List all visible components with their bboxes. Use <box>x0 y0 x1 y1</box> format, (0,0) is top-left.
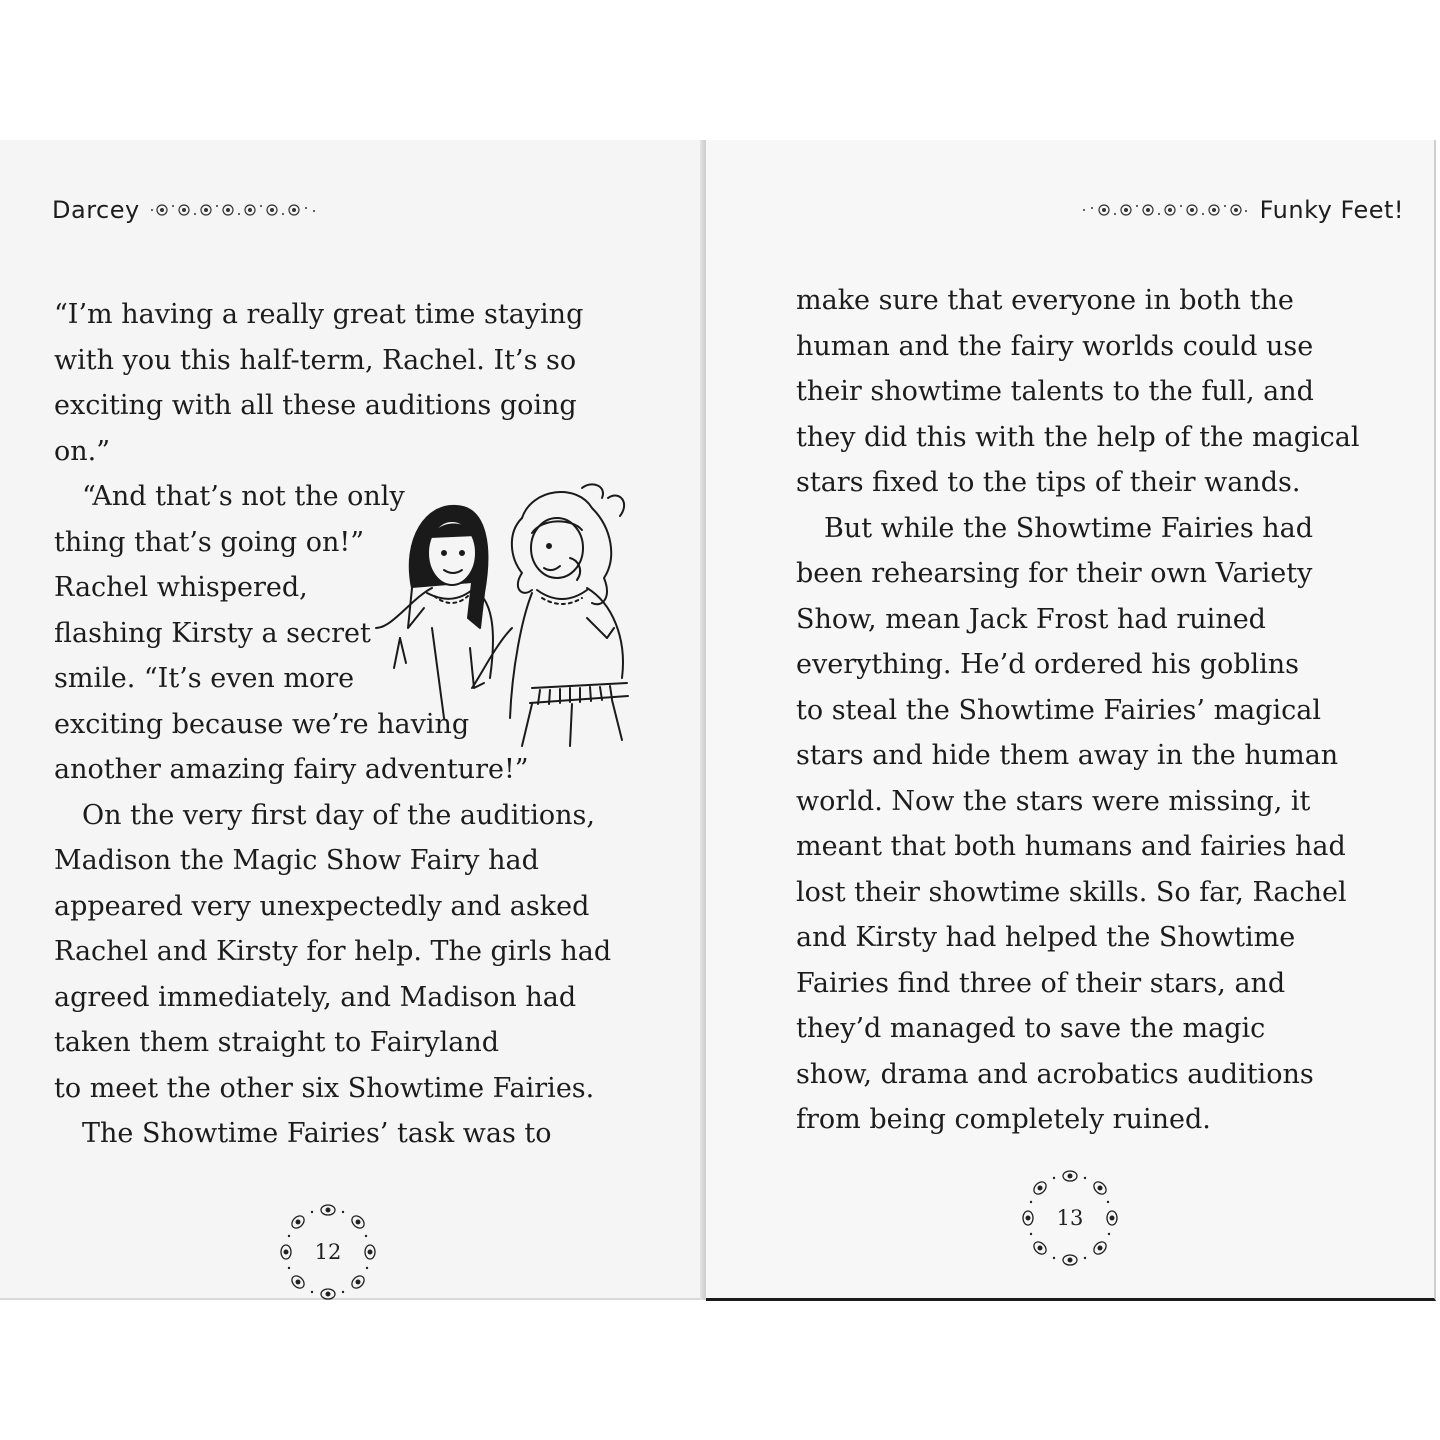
text-line: make sure that everyone in both the <box>796 285 1294 316</box>
text-line: world. Now the stars were missing, it <box>796 785 1311 817</box>
text-line: from being completely ruined. <box>796 1104 1211 1135</box>
text-line: Madison the Magic Show Fairy had <box>54 845 539 876</box>
text-line: flashing Kirsty a secret <box>54 617 371 649</box>
right-page-number <box>1018 1166 1122 1270</box>
text-line: another amazing fairy adventure!” <box>54 754 529 785</box>
text-line: show, drama and acrobatics auditions <box>796 1058 1314 1090</box>
book-spread <box>0 140 1440 1300</box>
left-page-number <box>276 1200 380 1304</box>
text-line: lost their showtime skills. So far, Rachel <box>796 876 1347 908</box>
flower-border-ornament-icon <box>150 200 320 220</box>
text-line: “I’m having a really great time staying <box>54 299 584 330</box>
text-line: to steal the Showtime Fairies’ magical <box>796 694 1322 726</box>
text-line: thing that’s going on!” <box>54 526 365 558</box>
text-line: everything. He’d ordered his goblins <box>796 649 1300 680</box>
left-running-header <box>52 196 320 224</box>
page-number-text: 13 <box>1056 1206 1084 1230</box>
text-line: taken them straight to Fairyland <box>54 1027 499 1058</box>
text-line: been rehearsing for their own Variety <box>796 558 1313 589</box>
text-line: to meet the other six Showtime Fairies. <box>54 1072 595 1104</box>
text-line: Rachel and Kirsty for help. The girls had <box>54 936 612 967</box>
left-header-title: Darcey <box>52 196 140 224</box>
text-line: appeared very unexpectedly and asked <box>54 890 590 922</box>
text-line: on.” <box>54 435 111 467</box>
text-line: On the very first day of the auditions, <box>82 799 595 831</box>
text-line: human and the fairy worlds could use <box>796 330 1314 362</box>
text-line: meant that both humans and fairies had <box>796 831 1346 862</box>
text-line: agreed immediately, and Madison had <box>54 981 577 1013</box>
text-line: smile. “It’s even more <box>54 663 355 694</box>
right-header-title: Funky Feet! <box>1259 196 1404 224</box>
text-line: exciting with all these auditions going <box>54 390 577 421</box>
text-line: Show, mean Jack Frost had ruined <box>796 603 1266 635</box>
text-line: Rachel whispered, <box>54 572 308 603</box>
text-line: Fairies find three of their stars, and <box>796 967 1286 999</box>
flower-border-ornament-icon <box>1080 200 1250 220</box>
text-line: But while the Showtime Fairies had <box>824 512 1314 544</box>
text-line: their showtime talents to the full, and <box>796 376 1314 407</box>
text-line: The Showtime Fairies’ task was to <box>82 1118 552 1149</box>
text-line: they’d managed to save the magic <box>796 1013 1266 1044</box>
right-page <box>706 140 1436 1301</box>
text-line: they did this with the help of the magical <box>796 421 1360 453</box>
two-girls-illustration <box>372 478 642 748</box>
text-line: “And that’s not the only <box>82 481 405 512</box>
left-page <box>0 140 704 1300</box>
page-number-text: 12 <box>314 1240 342 1264</box>
right-running-header <box>1080 196 1404 224</box>
text-line: and Kirsty had helped the Showtime <box>796 922 1296 953</box>
text-line: stars fixed to the tips of their wands. <box>796 467 1301 498</box>
right-body-text <box>796 278 1360 1143</box>
text-line: stars and hide them away in the human <box>796 740 1339 771</box>
text-line: exciting because we’re having <box>54 708 470 740</box>
text-line: with you this half-term, Rachel. It’s so <box>54 344 577 376</box>
